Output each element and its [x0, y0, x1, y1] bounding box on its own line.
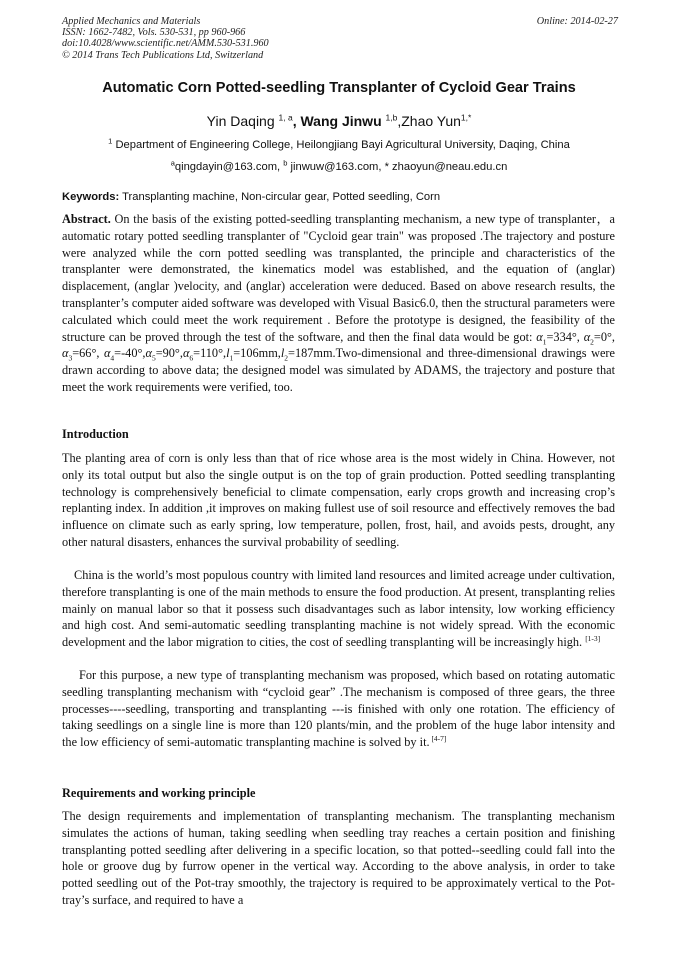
abstract-text-2: Two-dimensional and three-dimensional drawings were drawn according to above data; the designed model was simulated by ADAMS, the trajectory and posture that meet the work requirements were verified, too. — [62, 346, 615, 394]
alpha-4-value: =-40°, — [114, 346, 146, 361]
alpha-3-sub: 3 — [68, 353, 73, 363]
doi-line: doi:10.4028/www.scientific.net/AMM.530-531.960 — [62, 38, 269, 50]
intro-paragraph-1: The planting area of corn is only less than that of rice whose area is the most widely in China. However, not only its total output but also the single output is on the top of grain production. Potted seedling transplanting technology is comprehensively beneficial to climate compensation, early crops growth and increasing crop’s replanting index. In addition ,it improves on making fullest use of soil resource and effectively removes the bad influence on climate such as early spring, low temperature, pollen, frost, hail, and avoids pests, drought, any other natural disasters, enhances the survival probability of seedling. — [62, 451, 615, 549]
copyright-line: © 2014 Trans Tech Publications Ltd, Switzerland — [62, 49, 264, 61]
length-1-sub: 1 — [229, 353, 234, 363]
author-3-sup: 1,* — [460, 112, 472, 123]
section-heading-introduction: Introduction — [62, 427, 129, 441]
online-date: Online: 2014-02-27 — [536, 16, 618, 27]
alpha-4-sub: 4 — [110, 353, 115, 363]
alpha-1: α — [536, 329, 543, 344]
alpha-3-value: =66°, — [72, 346, 104, 361]
intro-paragraph-2 — [62, 567, 615, 651]
keywords — [62, 191, 616, 203]
alpha-3: α — [62, 346, 69, 361]
abstract — [62, 211, 615, 396]
citation-1-3: [1-3] — [585, 634, 601, 644]
alpha-2-value: =0°, — [593, 329, 615, 344]
alpha-1-sub: 1 — [542, 337, 547, 347]
email-b-sup: b — [283, 158, 288, 168]
intro-paragraph-2-text: China is the world’s most populous country with limited land resources and limited acreage under cultivation, therefore transplanting is one of the main methods to ensure the food production. At present, transplanting relies mainly on manual labor so that it possess such disadvantages such as labor intensity, low working efficiency and high cost. And semi-automatic seedling transplanting machine is not widely spread. With the economic development and the labor migration to cities, the cost of seedling transplanting will be increasingly high. — [62, 568, 615, 650]
alpha-2: α — [583, 329, 591, 344]
citation-4-7: [4-7] — [429, 734, 447, 744]
alpha-2-sub: 2 — [590, 337, 594, 347]
author-1-sup: 1, a — [278, 112, 293, 123]
author-2-sup: 1,b — [385, 112, 398, 123]
alpha-5: α — [145, 346, 152, 361]
length-2-value: =187mm. — [288, 346, 336, 361]
author-3: ,Zhao Yun — [397, 113, 461, 129]
paper-title: Automatic Corn Potted-seedling Transplanter of Cycloid Gear Trains — [102, 80, 576, 96]
length-2: l — [280, 346, 285, 361]
email-list — [40, 158, 638, 173]
issn-line: ISSN: 1662-7482, Vols. 530-531, pp 960-966 — [62, 27, 246, 39]
length-2-sub: 2 — [284, 353, 289, 363]
affiliation-text: Department of Engineering College, Heilongjiang Bayi Agricultural University, Daqing, China — [112, 139, 570, 151]
length-1-value: =106mm, — [233, 346, 281, 361]
author-1: Yin Daqing — [206, 113, 279, 129]
intro-paragraph-3 — [62, 667, 615, 751]
alpha-6-sub: 6 — [189, 353, 194, 363]
affiliation-sup: 1 — [108, 136, 113, 146]
alpha-1-value: =334°, — [546, 329, 584, 344]
author-sep-1: , Wang Jinwu — [292, 113, 386, 129]
author-list — [40, 113, 638, 129]
abstract-label: Abstract. — [62, 212, 111, 226]
alpha-5-value: =90°, — [155, 346, 183, 361]
alpha-6-value: =110°, — [193, 346, 227, 361]
intro-paragraph-3-text: For this purpose, a new type of transplanting mechanism was proposed, which based on rotating automatic seedling transplanting mechanism with “cycloid gear” .The mechanism is composed of three gears, the three processes----seedling, transporting and transplanting ---is finished with only one rotation. The efficiency of taking seedlings on a single line is more than 120 plants/min, and the problem of the huge labor intensity and the low efficiency of semi-automatic transplanting machine is solved by it. — [62, 668, 615, 750]
affiliation — [40, 136, 638, 151]
email-b: jinwuw@163.com, * zhaoyun@neau.edu.cn — [287, 161, 508, 173]
alpha-5-sub: 5 — [151, 353, 156, 363]
length-1: l — [226, 346, 230, 361]
running-header — [62, 16, 618, 61]
email-a: qingdayin@163.com, — [174, 161, 284, 173]
journal-name: Applied Mechanics and Materials — [62, 16, 201, 27]
keywords-label: Keywords: — [62, 191, 120, 203]
keywords-text: Transplanting machine, Non-circular gear, Potted seedling, Corn — [119, 191, 441, 203]
email-a-sup: a — [170, 158, 175, 168]
section-heading-requirements: Requirements and working principle — [62, 786, 256, 800]
requirements-paragraph-1: The design requirements and implementation of transplanting mechanism. The transplanting mechanism simulates the actions of human, taking seedling when seedling tray reaches a certain position and finishing transplanting potted seedling after delivering in a specific location, so that potted--seedling could fall into the hole or groove dug by furrow opener in the vertical way. According to the above analysis, in order to take potted seedling out of the Pot-tray smoothly, the trajectory is required to be approximately vertical to the Pot-tray’s surface, and required to have a — [62, 809, 615, 907]
alpha-6: α — [182, 346, 190, 361]
alpha-4: α — [103, 346, 111, 361]
abstract-text-1: On the basis of the existing potted-seedling transplanting mechanism, a new type of transplanter，a automatic rotary potted seedling transplanter of "Cycloid gear train" was proposed .The trajectory and posture were analyzed while the corn potted seedling was transplanted, the principle and characteristics of the transplanter were demonstrated, the kinematics model was established, and the equation of (anglar) displacement, (anglar )velocity, and (anglar) acceleration were deduced. Based on above research results, the transplanter’s computer aided software was developed with Visual Basic6.0, then the structural parameters were calculated which could meet the work requirement . Before the prototype is designed, the feasibility of the structure can be proved through the test of the software, and then the final data would be got: — [62, 212, 615, 344]
